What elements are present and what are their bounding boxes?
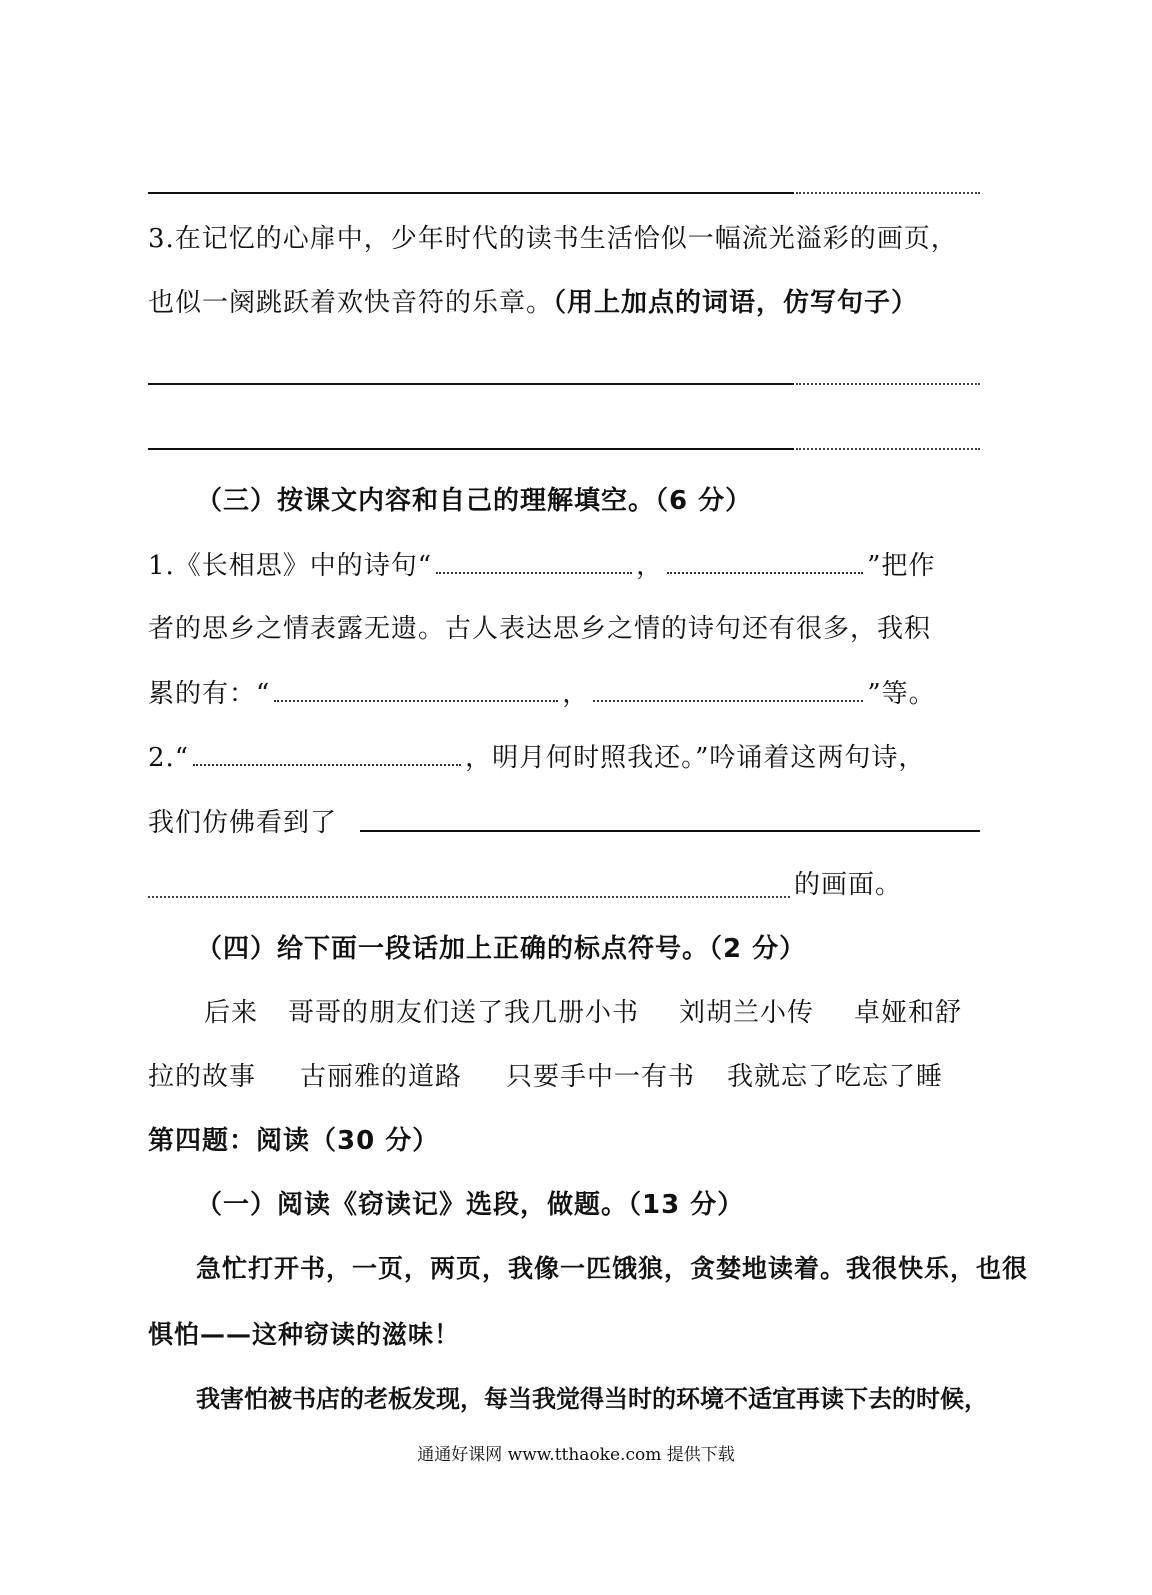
s3-q2-answer-line-dotted[interactable] bbox=[148, 896, 790, 898]
s3-q1-blank3[interactable] bbox=[274, 676, 558, 702]
s3-q1-post: ”把作 bbox=[867, 551, 936, 581]
s4-p1-seg1: 后来 bbox=[204, 998, 259, 1028]
s3-q2-line2-text: 我们仿佛看到了 bbox=[148, 808, 338, 838]
s3-q1-line2 bbox=[148, 612, 931, 646]
s4-para-line2 bbox=[148, 1060, 943, 1094]
reading-para1-line1-text: 急忙打开书，一页，两页，我像一匹饿狼，贪婪地读着。我很快乐，也很 bbox=[196, 1254, 1029, 1283]
q3-answer-line1-dotted bbox=[796, 383, 980, 385]
s4-p1-seg2: 哥哥的朋友们送了我几册小书 bbox=[288, 998, 640, 1028]
q3-text-line2: 也似一阕跳跃着欢快音符的乐章。 bbox=[148, 288, 554, 318]
s4-p2-seg4: 我就忘了吃忘了睡 bbox=[727, 1062, 944, 1092]
section4-heading-text: （四）给下面一段话加上正确的标点符号。（2 分） bbox=[196, 934, 807, 964]
section3-heading-text: （三）按课文内容和自己的理解填空。（6 分） bbox=[196, 486, 753, 516]
s3-q2-line2 bbox=[148, 806, 337, 840]
answer-line-top[interactable] bbox=[148, 192, 794, 194]
q3-text-line1: 3.在记忆的心扉中，少年时代的读书生活恰似一幅流光溢彩的画页， bbox=[148, 224, 958, 254]
s3-q1-line3-pre: 累的有：“ bbox=[148, 679, 271, 709]
s3-q2-pre: 2.“ bbox=[148, 743, 190, 773]
footer-source: 通通好课网 www.tthaoke.com 提供下载 bbox=[417, 1445, 735, 1465]
part4-heading-text: 第四题：阅读（30 分） bbox=[148, 1126, 440, 1156]
s3-q1-line1 bbox=[148, 548, 935, 583]
s3-q1-comma: ， bbox=[636, 551, 664, 581]
part4-sub-heading-text: （一）阅读《窃读记》选段，做题。（13 分） bbox=[196, 1190, 745, 1220]
section3-heading bbox=[196, 484, 752, 518]
s4-p2-seg2: 古丽雅的道路 bbox=[300, 1062, 463, 1092]
s3-q2-line3-text: 的画面。 bbox=[794, 870, 903, 900]
q3-line1 bbox=[148, 222, 958, 256]
s4-p1-seg4: 卓娅和舒 bbox=[854, 998, 963, 1028]
answer-line-top-dotted bbox=[796, 192, 980, 194]
s4-p1-seg3: 刘胡兰小传 bbox=[679, 998, 815, 1028]
s3-q1-blank2[interactable] bbox=[667, 548, 863, 574]
reading-para2-line1-text: 我害怕被书店的老板发现，每当我觉得当时的环境不适宜再读下去的时候， bbox=[196, 1385, 988, 1413]
s4-p2-seg1: 拉的故事 bbox=[148, 1062, 257, 1092]
q3-instruction: （用上加点的词语，仿写句子） bbox=[553, 288, 919, 318]
part4-heading bbox=[148, 1124, 439, 1158]
reading-para2-line1 bbox=[196, 1382, 988, 1416]
part4-sub-heading bbox=[196, 1188, 744, 1222]
s4-para-line1 bbox=[204, 996, 962, 1030]
s3-q1-line2-text: 者的思乡之情表露无遗。古人表达思乡之情的诗句还有很多，我积 bbox=[148, 614, 932, 644]
s3-q1-blank4[interactable] bbox=[593, 676, 863, 702]
reading-para1-line2-text: 惧怕——这种窃读的滋味！ bbox=[148, 1320, 461, 1349]
s3-q1-line3-post: ”等。 bbox=[867, 679, 936, 709]
s3-q1-line3 bbox=[148, 676, 936, 711]
s3-q1-pre: 1.《长相思》中的诗句“ bbox=[148, 551, 433, 581]
s3-q2-line3 bbox=[794, 868, 902, 902]
reading-para1-line1 bbox=[196, 1252, 1028, 1286]
q3-answer-line2-dotted bbox=[796, 448, 980, 450]
q3-answer-line1[interactable] bbox=[148, 383, 794, 385]
s3-q2-blank1[interactable] bbox=[193, 740, 461, 766]
s3-q2-post: ，明月何时照我还。”吟诵着这两句诗， bbox=[465, 743, 926, 773]
s3-q2-line1 bbox=[148, 740, 925, 775]
reading-para1-line2 bbox=[148, 1318, 460, 1352]
q3-answer-line2[interactable] bbox=[148, 448, 794, 450]
s3-q2-answer-line[interactable] bbox=[360, 830, 980, 832]
s3-q1-line3-comma: ， bbox=[562, 679, 590, 709]
section4-heading bbox=[196, 932, 806, 966]
q3-line2 bbox=[148, 286, 918, 320]
s4-p2-seg3: 只要手中一有书 bbox=[506, 1062, 696, 1092]
s3-q1-blank1[interactable] bbox=[436, 548, 632, 574]
